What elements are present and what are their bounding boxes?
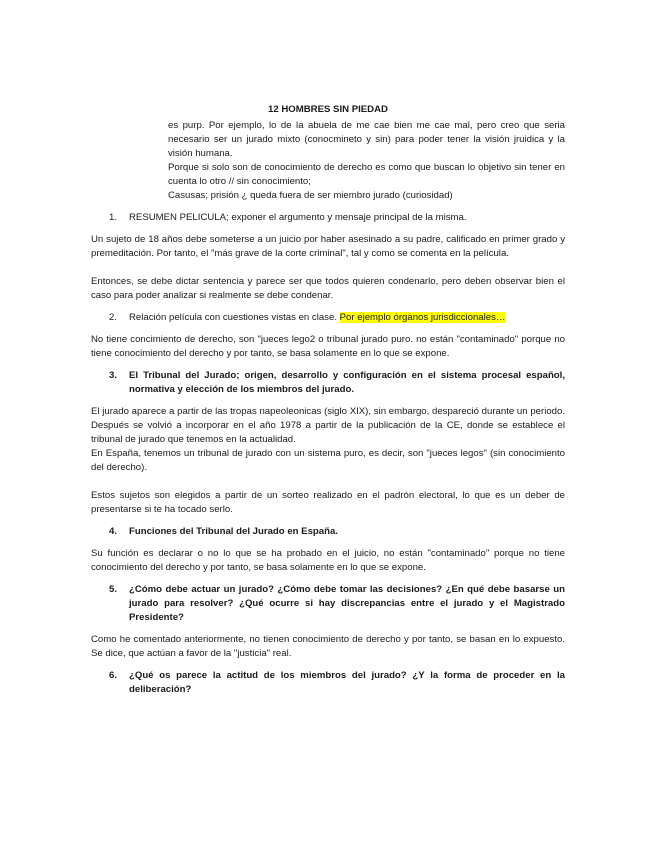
question-number: 4. xyxy=(108,526,117,537)
answer-paragraph: En España, tenemos un tribunal de jurado con un sistema puro, es decir, son "jueces legos" (sin conocimiento del derecho). xyxy=(91,448,565,473)
question-number: 3. xyxy=(108,370,117,381)
question-number: 5. xyxy=(108,584,117,595)
question-text: ¿Cómo debe actuar un jurado? ¿Cómo debe tomar las decisiones? ¿En qué debe basarse un jurado para resolver? ¿Qué ocurre si hay discrepancias entre el jurado y el Magistrado Presidente? xyxy=(129,584,565,623)
answer-paragraph: Como he comentado anteriormente, no tienen conocimiento de derecho y por tanto, se basan en lo expuesto. Se dice, que actúan a favor de la "justicia" real. xyxy=(91,634,565,659)
answer-paragraph: Entonces, se debe dictar sentencia y parece ser que todos quieren condenarlo, pero deben observar bien el caso para poder analizar si realmente se debe condenar. xyxy=(91,276,565,301)
answer-paragraph: Un sujeto de 18 años debe someterse a un juicio por haber asesinado a su padre, calificado en primer grado y premeditación. Por tanto, el "más grave de la corte criminal", tal y como se comenta en la película. xyxy=(91,234,565,259)
question-5 xyxy=(91,583,565,625)
question-text-wrap xyxy=(129,311,565,325)
question-1 xyxy=(91,211,565,225)
intro-paragraph: es purp. Por ejemplo, lo de la abuela de me cae bien me cae mal, pero creo que seria necesario ser un jurado mixto (conocmineto y sin) para poder tener la visión jruidica y la visión humana. xyxy=(168,120,565,159)
question-2 xyxy=(91,311,565,325)
question-number: 2. xyxy=(108,312,117,323)
question-text: RESUMEN PELICULA; exponer el argumento y mensaje principal de la misma. xyxy=(129,212,467,223)
question-number: 6. xyxy=(108,670,117,681)
highlighted-text: Por ejemplo órganos jurisdiccionales… xyxy=(339,312,506,323)
question-text: ¿Qué os parece la actitud de los miembros del jurado? ¿Y la forma de proceder en la deliberación? xyxy=(129,670,565,695)
question-text: Relación película con cuestiones vistas en clase. xyxy=(129,312,340,323)
intro-notes xyxy=(168,119,565,203)
question-3 xyxy=(91,369,565,397)
answer-paragraph: Su función es declarar o no lo que se ha probado en el juicio, no están "contaminado" porque no tiene conocimiento del derecho y por tanto, se basa solamente en lo que se expone. xyxy=(91,548,565,573)
question-text: Funciones del Tribunal del Jurado en España. xyxy=(129,526,338,537)
question-text: El Tribunal del Jurado; origen, desarrollo y configuración en el sistema procesal español, normativa y elección de los miembros del jurado. xyxy=(129,370,565,395)
document-body xyxy=(91,103,565,697)
question-6 xyxy=(91,669,565,697)
document-title: 12 HOMBRES SIN PIEDAD xyxy=(268,104,388,115)
intro-paragraph: Casusas; prisión ¿ queda fuera de ser miembro jurado (curiosidad) xyxy=(168,190,453,201)
intro-paragraph: Porque si solo son de conocimiento de derecho es como que buscan lo objetivo sin tener en cuenta lo otro // sin conocimiento; xyxy=(168,162,565,187)
answer-paragraph: Estos sujetos son elegidos a partir de un sorteo realizado en el padrón electoral, lo que es un deber de presentarse si te ha tocado serlo. xyxy=(91,490,565,515)
answer-paragraph: No tiene concimiento de derecho, son "jueces lego2 o tribunal jurado puro. no están "contaminado" porque no tiene conocimiento del derecho y por tanto, se basa solamente en lo que se expone. xyxy=(91,334,565,359)
question-number: 1. xyxy=(108,212,117,223)
question-4 xyxy=(91,525,565,539)
answer-paragraph: El jurado aparece a partir de las tropas napeoleonicas (siglo XIX), sin embargo, despareció durante un periodo. Después se volvió a incorporar en el año 1978 a partir de la publicación de la CE, donde se establece el tribunal de jurado que tenemos en la actualidad. xyxy=(91,406,565,445)
